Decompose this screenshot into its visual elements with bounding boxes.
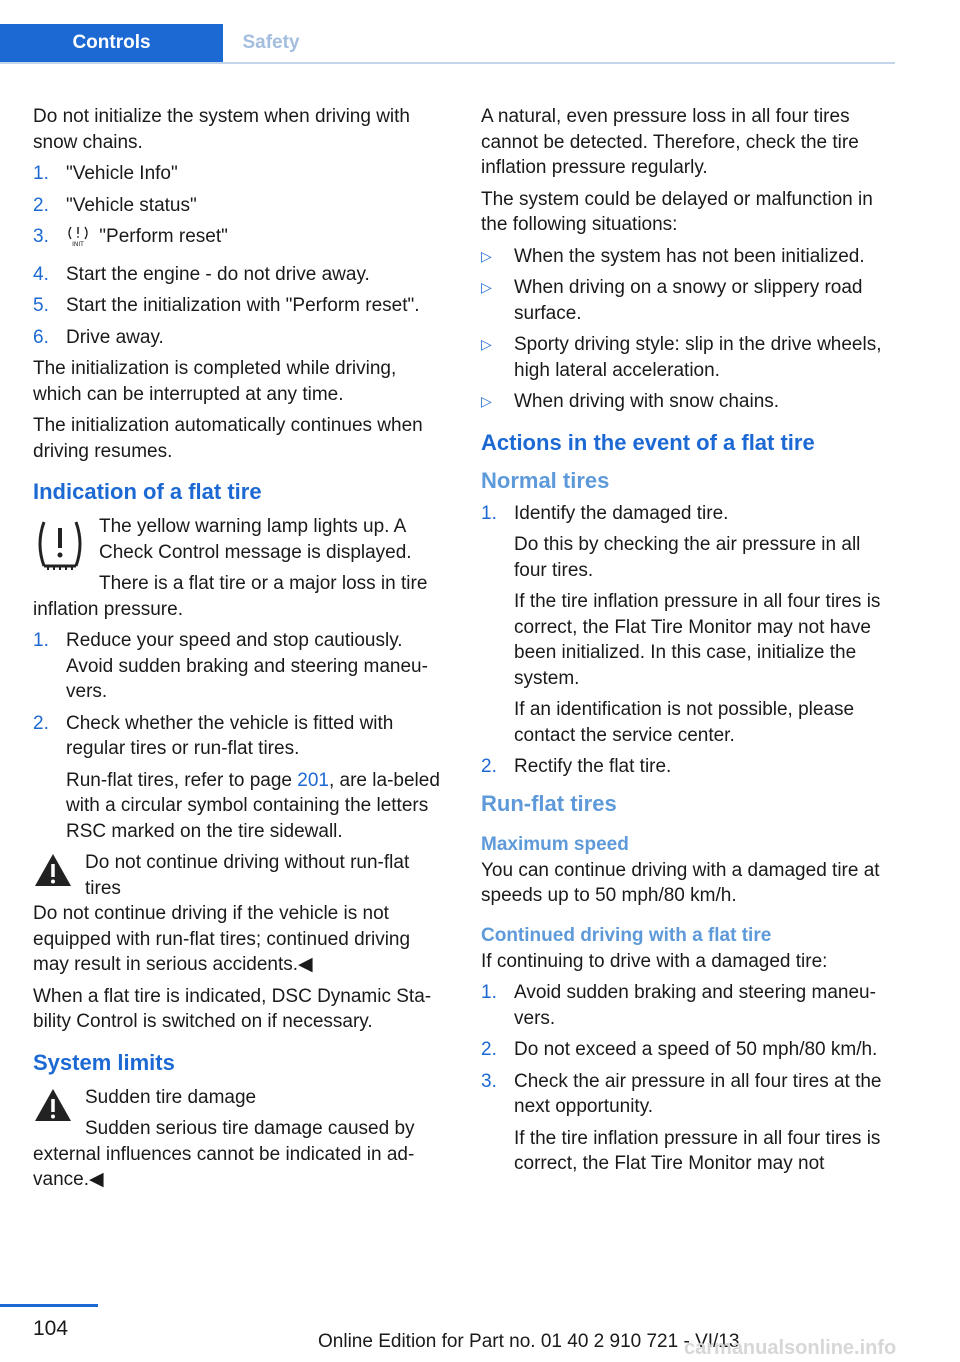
step-number: 1. [481, 502, 497, 524]
continued-driving-intro: If continuing to drive with a damaged tire: [481, 950, 828, 972]
bullet-text: When driving with snow chains. [514, 391, 780, 412]
step-number: 2. [33, 712, 49, 734]
malfunction-paragraph: The system could be delayed or malfunction in the following situations: [481, 188, 873, 235]
step-number: 6. [33, 326, 49, 348]
flat-tire-lamp-text: The yellow warning lamp lights up. A Check Control message is displayed. [99, 516, 412, 563]
step-text: Drive away. [66, 326, 164, 348]
bullet-text: When the system has not been initialized. [514, 245, 865, 267]
warning-body: Sudden serious tire damage caused by external influences cannot be indicated in ad‐vance.◀ [33, 1118, 415, 1190]
step-text: Start the initialization with "Perform reset". [66, 295, 420, 316]
step-text: Rectify the flat tire. [514, 756, 672, 777]
step-number: 3. [481, 1070, 497, 1092]
continued-driving-heading: Continued driving with a flat tire [481, 924, 772, 946]
step-number: 2. [481, 756, 497, 777]
warning-title: Sudden tire damage [85, 1086, 257, 1108]
run-flat-text-before: Run-flat tires, refer to page [66, 769, 298, 791]
list-item [33, 262, 448, 288]
actions-heading: Actions in the event of a flat tire [481, 429, 815, 455]
warning-body: Do not continue driving if the vehicle is not equipped with run-flat tires; continued driving may result in serious accidents.◀ [33, 903, 411, 975]
flat-tire-steps-list [33, 628, 448, 844]
normal-tires-steps [481, 501, 895, 780]
step-text: Identify the damaged tire. [514, 502, 729, 524]
list-item [481, 389, 895, 415]
dsc-paragraph: When a flat tire is indicated, DSC Dynamic Sta‐bility Control is switched on if necessary. [33, 985, 432, 1032]
bullet-text: When driving on a snowy or slippery road surface. [514, 277, 863, 324]
step-number: 5. [33, 295, 49, 316]
step-text: Check whether the vehicle is fitted with regular tires or run-flat tires. [66, 712, 394, 759]
list-item [33, 224, 448, 256]
step-number: 1. [481, 982, 497, 1003]
max-speed-heading: Maximum speed [481, 833, 629, 855]
list-item [481, 332, 895, 383]
flat-tire-loss-text: There is a flat tire or a major loss in tire inflation pressure. [33, 573, 428, 620]
run-flat-text-after: , are la‐beled with a circular symbol containing the letters RSC marked on the tire sidewall. [66, 769, 440, 842]
list-item [481, 754, 895, 780]
step-number: 4. [33, 263, 49, 285]
step-text: "Perform reset" [94, 226, 228, 247]
step-text: Reduce your speed and stop cautiously. Avoid sudden braking and steering maneu‐vers. [66, 630, 428, 702]
list-item [33, 193, 448, 219]
list-item [481, 244, 895, 270]
list-item [481, 501, 895, 749]
icon-init-label: INIT [72, 241, 84, 248]
intro-paragraph: Do not initialize the system when driving with snow chains. [33, 106, 411, 153]
list-item [33, 325, 448, 351]
step-detail: If the tire inflation pressure in all four tires is correct, the Flat Tire Monitor may not have been initialized. In this case, initialize the system. [514, 591, 881, 689]
step-text: Avoid sudden braking and steering maneu‐vers. [514, 982, 876, 1029]
bullet-triangle-icon: ▷ [481, 393, 492, 409]
warning-triangle-icon [33, 1087, 73, 1131]
continued-driving-steps [481, 980, 895, 1177]
step-number: 1. [33, 630, 49, 651]
step-text: Check the air pressure in all four tires at the next opportunity. [514, 1070, 882, 1117]
step-number: 1. [33, 163, 49, 184]
bullet-triangle-icon: ▷ [481, 336, 492, 352]
bullet-triangle-icon: ▷ [481, 279, 492, 295]
init-continues-paragraph: The initialization automatically continues when driving resumes. [33, 415, 423, 462]
bullet-triangle-icon: ▷ [481, 247, 492, 264]
step-number: 2. [33, 194, 49, 216]
list-item [481, 275, 895, 326]
list-item [33, 293, 448, 319]
init-completed-paragraph: The initialization is completed while driving, which can be interrupted at any time. [33, 358, 397, 405]
warning-title: Do not continue driving without run-flat tires [85, 852, 410, 899]
step-number: 3. [33, 226, 49, 247]
reset-steps-list [33, 161, 448, 350]
step-text: Start the engine - do not drive away. [66, 263, 370, 285]
run-flat-reference [66, 768, 448, 845]
step-detail: Do this by checking the air pressure in all four tires. [514, 534, 861, 581]
list-item [481, 1037, 895, 1063]
step-text: "Vehicle status" [66, 194, 197, 216]
right-column [481, 104, 895, 1183]
flat-tire-indication [33, 514, 448, 628]
flat-tire-heading: Indication of a flat tire [33, 479, 262, 504]
step-text: "Vehicle Info" [66, 163, 178, 184]
watermark: carmanualsonline.info [684, 1337, 897, 1359]
step-text: Do not exceed a speed of 50 mph/80 km/h. [514, 1039, 878, 1060]
step-detail: If an identification is not possible, please contact the service center. [514, 699, 855, 746]
max-speed-text: You can continue driving with a damaged tire at speeds up to 50 mph/80 km/h. [481, 859, 880, 906]
list-item [481, 980, 895, 1031]
tire-pressure-warning-icon [33, 516, 87, 580]
step-detail: If the tire inflation pressure in all four tires is correct, the Flat Tire Monitor may not [514, 1127, 881, 1174]
edition-line: Online Edition for Part no. 01 40 2 910 721 - VI/13 [318, 1331, 740, 1352]
step-number: 2. [481, 1039, 497, 1060]
tab-controls[interactable]: Controls [0, 24, 223, 62]
bullet-text: Sporty driving style: slip in the drive wheels, high lateral acceleration. [514, 334, 882, 381]
warning-run-flat [33, 850, 448, 901]
list-item [33, 161, 448, 187]
footer-rule [0, 1304, 98, 1307]
section-tabs [0, 24, 895, 64]
list-item [33, 628, 448, 705]
left-column [33, 104, 448, 1199]
system-limits-heading: System limits [33, 1049, 175, 1075]
warning-triangle-icon [33, 852, 73, 896]
pressure-loss-paragraph: A natural, even pressure loss in all four tires cannot be detected. Therefore, check the tire inflation pressure regularly. [481, 106, 859, 178]
page-number: 104 [33, 1317, 69, 1340]
run-flat-heading: Run-flat tires [481, 790, 617, 816]
list-item [33, 711, 448, 845]
situations-list [481, 244, 895, 415]
tire-init-icon [66, 224, 90, 256]
warning-sudden-damage [33, 1085, 448, 1199]
list-item [481, 1069, 895, 1177]
page-link[interactable]: 201 [297, 769, 329, 791]
tab-safety[interactable]: Safety [242, 32, 300, 53]
normal-tires-heading: Normal tires [481, 467, 610, 493]
